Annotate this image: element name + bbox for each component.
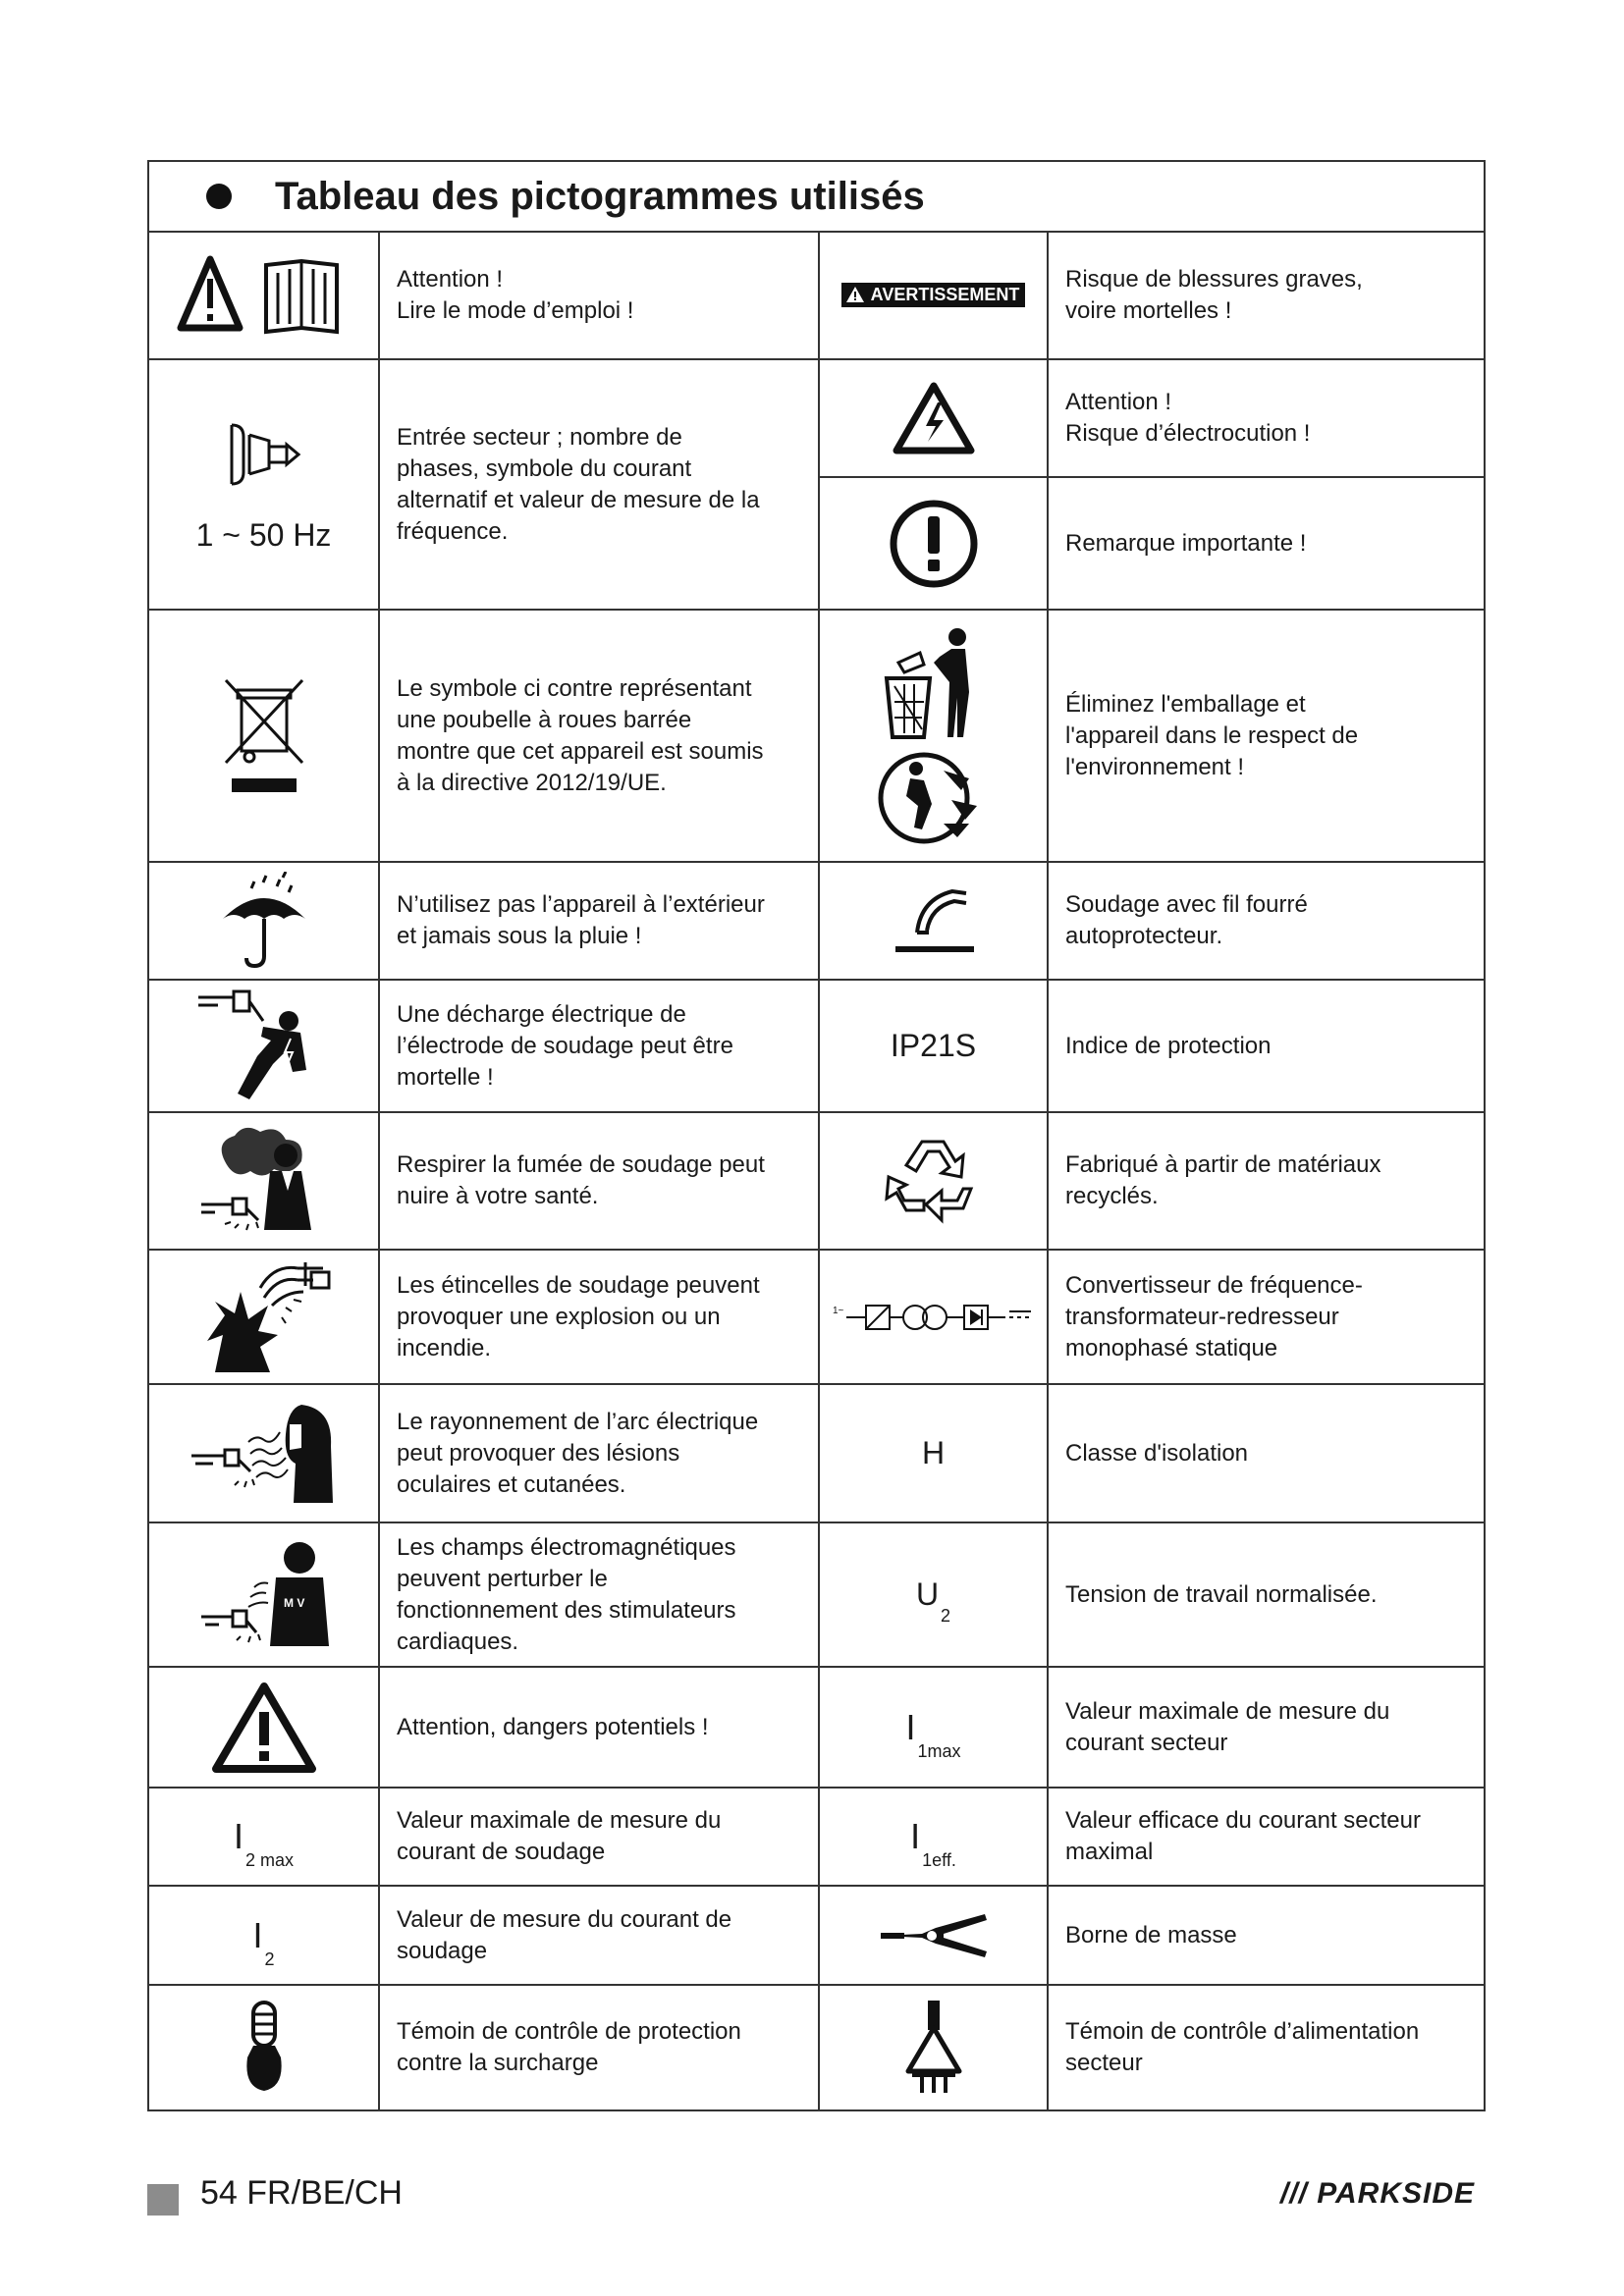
- cell-text: [379, 1667, 819, 1788]
- text-line: Lire le mode d’emploi !: [397, 297, 634, 324]
- text-line: Une décharge électrique de: [397, 1000, 686, 1028]
- text-line: Fabriqué à partir de matériaux: [1065, 1151, 1381, 1178]
- text-line: à la directive 2012/19/UE.: [397, 769, 667, 796]
- cell-text: [1048, 232, 1485, 359]
- text-line: Entrée secteur ; nombre de: [397, 423, 682, 451]
- footer-square-marker: [147, 2184, 179, 2216]
- text-line: Les champs électromagnétiques: [397, 1533, 736, 1561]
- cell-text: [379, 1788, 819, 1886]
- power-plug-lamp-icon: [819, 1985, 1048, 2110]
- text-line: provoquer une explosion ou un: [397, 1303, 721, 1330]
- cell-text: [379, 232, 819, 359]
- text-line: Attention !: [1065, 389, 1172, 415]
- mains-input-icon: [148, 359, 379, 610]
- welding-current-symbol: [148, 1886, 379, 1985]
- warning-icon: [845, 286, 865, 303]
- general-warning-icon: [148, 1667, 379, 1788]
- text-line: fonctionnement des stimulateurs: [397, 1596, 736, 1624]
- text-line: monophasé statique: [1065, 1334, 1278, 1362]
- svg-text:M V: M V: [283, 1595, 304, 1610]
- text-line: Le rayonnement de l’arc électrique: [397, 1408, 759, 1435]
- cell-text: [1048, 1985, 1485, 2110]
- overload-lamp-icon: [148, 1985, 379, 2110]
- important-note-icon: [819, 477, 1048, 610]
- umbrella-rain-icon: [148, 862, 379, 980]
- text-line: Témoin de contrôle d’alimentation: [1065, 2018, 1420, 2045]
- text-line: courant de soudage: [397, 1839, 606, 1865]
- cell-text: [1048, 610, 1485, 862]
- cell-text: [379, 1384, 819, 1522]
- text-line: Le symbole ci contre représentant: [397, 674, 752, 702]
- text-line: Indice de protection: [1065, 1032, 1272, 1059]
- text-line: voire mortelles !: [1065, 297, 1232, 324]
- text-line: N’utilisez pas l’appareil à l’extérieur: [397, 891, 765, 918]
- cell-text: [379, 1112, 819, 1250]
- cell-text: [379, 1985, 819, 2110]
- text-line: peuvent perturber le: [397, 1565, 608, 1592]
- brand-logo: /// PARKSIDE: [1279, 2177, 1475, 2210]
- cell-text: [1048, 1522, 1485, 1667]
- text-line: recyclés.: [1065, 1183, 1159, 1209]
- electric-shock-icon: [148, 980, 379, 1112]
- symbol-main: I: [233, 1816, 244, 1856]
- text-line: oculaires et cutanées.: [397, 1470, 626, 1498]
- symbol-sub: 2: [264, 1949, 275, 1969]
- cell-text: [1048, 477, 1485, 610]
- symbol-sub: 1eff.: [922, 1850, 956, 1870]
- text-line: cardiaques.: [397, 1628, 519, 1655]
- cell-text: [1048, 1112, 1485, 1250]
- text-line: et jamais sous la pluie !: [397, 923, 642, 949]
- warning-manual-icon: [148, 232, 379, 359]
- welding-fumes-icon: [148, 1112, 379, 1250]
- converter-schematic-icon: [819, 1250, 1048, 1384]
- table-title: Tableau des pictogrammes utilisés: [275, 174, 925, 218]
- text-line: Témoin de contrôle de protection: [397, 2018, 741, 2045]
- ip-rating-label: [819, 980, 1048, 1112]
- cell-text: [379, 1522, 819, 1667]
- text-line: phases, symbole du courant: [397, 454, 692, 482]
- cell-text: [1048, 1384, 1485, 1522]
- electromagnetic-field-icon: [148, 1522, 379, 1667]
- symbol-sub: 2 max: [244, 1850, 295, 1870]
- cell-text: [1048, 1250, 1485, 1384]
- text-line: une poubelle à roues barrée: [397, 706, 692, 733]
- text-line: Risque d’électrocution !: [1065, 420, 1311, 447]
- avertissement-badge: [819, 232, 1048, 359]
- flux-cored-wire-icon: [819, 862, 1048, 980]
- badge-label: AVERTISSEMENT: [870, 284, 1020, 304]
- text-line: courant secteur: [1065, 1729, 1228, 1756]
- table-title-cell: [148, 161, 1485, 232]
- text-line: l'appareil dans le respect de: [1065, 721, 1359, 749]
- cell-text: [1048, 1667, 1485, 1788]
- symbol-main: I: [905, 1706, 916, 1747]
- rated-voltage-symbol: [819, 1522, 1048, 1667]
- insulation-class-symbol: [819, 1384, 1048, 1522]
- text-line: Attention !: [397, 266, 504, 293]
- recycling-icon: [819, 1112, 1048, 1250]
- cell-text: [379, 1886, 819, 1985]
- cell-text: [379, 980, 819, 1112]
- text-line: l'environnement !: [1065, 753, 1245, 780]
- text-line: autoprotecteur.: [1065, 923, 1223, 949]
- pictogram-table: [147, 160, 1486, 2111]
- text-line: contre la surcharge: [397, 2050, 599, 2076]
- max-welding-current-symbol: [148, 1788, 379, 1886]
- text-line: nuire à votre santé.: [397, 1183, 599, 1209]
- symbol-sub: 1max: [917, 1740, 961, 1761]
- arc-radiation-icon: [148, 1384, 379, 1522]
- text-line: transformateur-redresseur: [1065, 1303, 1339, 1330]
- dispose-recycle-icon: [819, 610, 1048, 862]
- text-line: Convertisseur de fréquence-: [1065, 1271, 1363, 1299]
- text-line: Classe d'isolation: [1065, 1439, 1249, 1467]
- text-line: Valeur de mesure du courant de: [397, 1905, 732, 1933]
- text-line: peut provoquer des lésions: [397, 1439, 680, 1467]
- text-line: alternatif et valeur de mesure de la: [397, 486, 760, 513]
- ip-rating-value: IP21S: [890, 1028, 977, 1063]
- cell-text: [1048, 1886, 1485, 1985]
- symbol-main: U: [915, 1576, 940, 1612]
- text-line: incendie.: [397, 1334, 492, 1362]
- cell-text: [1048, 1788, 1485, 1886]
- text-line: Attention, dangers potentiels !: [397, 1713, 709, 1740]
- text-line: Tension de travail normalisée.: [1065, 1580, 1378, 1608]
- text-line: Valeur efficace du courant secteur: [1065, 1807, 1421, 1834]
- effective-mains-current-symbol: [819, 1788, 1048, 1886]
- text-line: soudage: [397, 1937, 488, 1964]
- text-line: fréquence.: [397, 517, 509, 545]
- cell-text: [1048, 862, 1485, 980]
- symbol-sub: 2: [941, 1606, 951, 1626]
- cell-text: [379, 610, 819, 862]
- text-line: mortelle !: [397, 1063, 494, 1091]
- text-line: Borne de masse: [1065, 1921, 1237, 1949]
- text-line: Valeur maximale de mesure du: [1065, 1697, 1390, 1725]
- ground-clamp-icon: [819, 1886, 1048, 1985]
- text-line: secteur: [1065, 2050, 1143, 2076]
- text-line: Éliminez l'emballage et: [1065, 690, 1306, 718]
- insulation-class-value: H: [921, 1435, 946, 1470]
- cell-text: [379, 359, 819, 610]
- sparks-explosion-icon: [148, 1250, 379, 1384]
- text-line: Les étincelles de soudage peuvent: [397, 1271, 760, 1299]
- cell-text: [1048, 359, 1485, 477]
- cell-text: [379, 862, 819, 980]
- svg-text:1~: 1~: [832, 1305, 843, 1316]
- max-mains-current-symbol: [819, 1667, 1048, 1788]
- cell-text: [1048, 980, 1485, 1112]
- text-line: Respirer la fumée de soudage peut: [397, 1151, 765, 1178]
- cell-text: [379, 1250, 819, 1384]
- text-line: Risque de blessures graves,: [1065, 266, 1363, 293]
- bullet-icon: [206, 184, 232, 209]
- text-line: Soudage avec fil fourré: [1065, 891, 1308, 918]
- text-line: Valeur maximale de mesure du: [397, 1807, 722, 1834]
- symbol-main: I: [252, 1914, 263, 1955]
- page-number: 54 FR/BE/CH: [200, 2174, 403, 2212]
- electrocution-warning-icon: [819, 359, 1048, 477]
- symbol-main: I: [910, 1816, 921, 1856]
- text-line: montre que cet appareil est soumis: [397, 737, 764, 765]
- text-line: maximal: [1065, 1839, 1154, 1865]
- text-line: l’électrode de soudage peut être: [397, 1032, 733, 1059]
- text-line: Remarque importante !: [1065, 529, 1307, 557]
- crossed-bin-icon: [148, 610, 379, 862]
- mains-frequency-label: 1 ~ 50 Hz: [195, 517, 332, 553]
